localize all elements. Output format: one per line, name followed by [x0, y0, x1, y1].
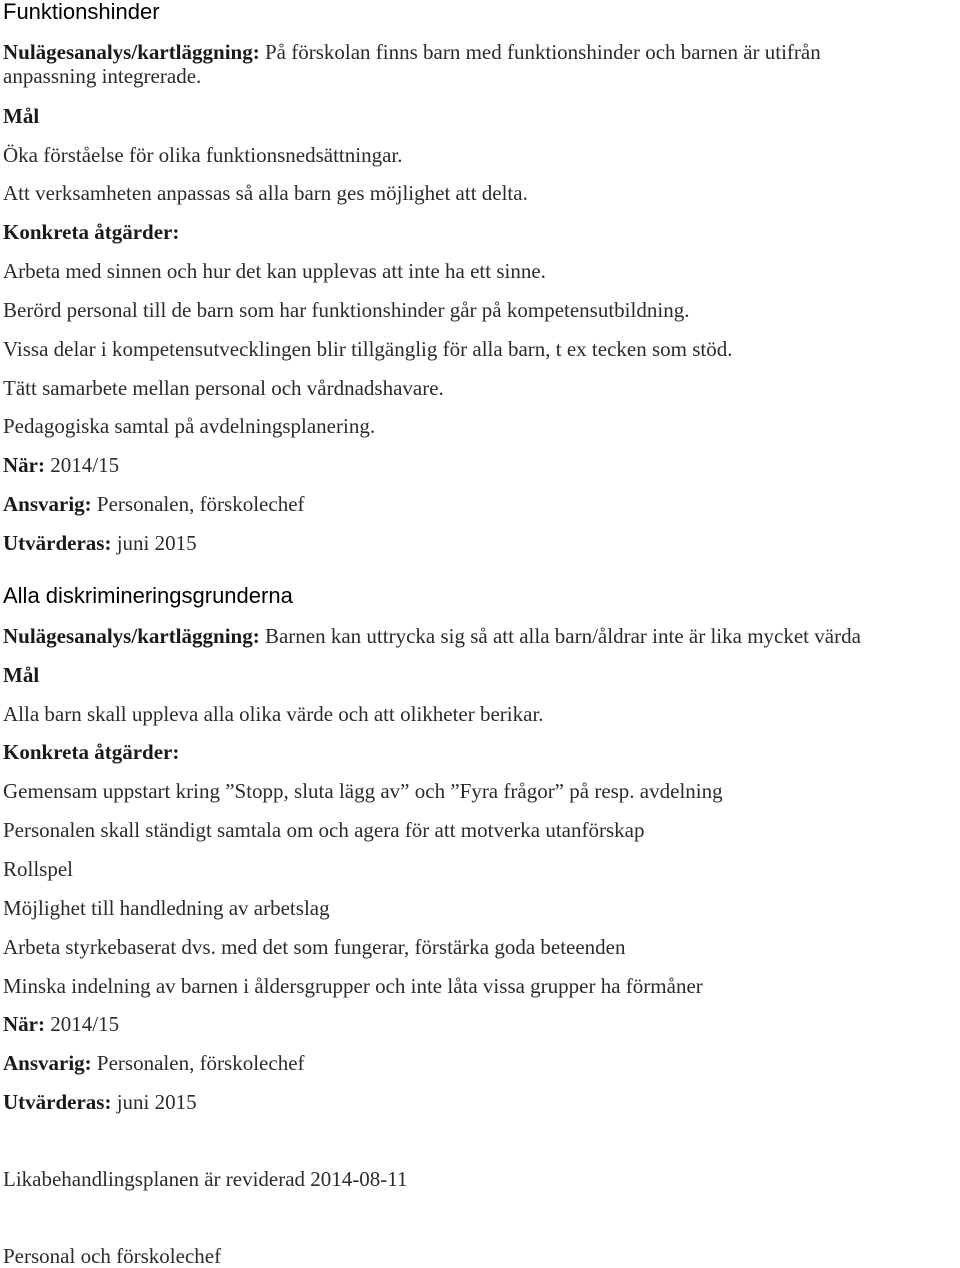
responsible-label: Ansvarig:	[3, 492, 92, 516]
analysis-text-continued: anpassning integrerade.	[3, 64, 202, 88]
actions-label: Konkreta åtgärder:	[3, 740, 180, 764]
analysis-paragraph	[3, 624, 861, 648]
analysis-label: Nulägesanalys/kartläggning:	[3, 40, 260, 64]
evaluated-label: Utvärderas:	[3, 1090, 112, 1114]
analysis-paragraph	[3, 40, 821, 64]
goal-item: Öka förståelse för olika funktionsnedsättningar.	[3, 143, 403, 167]
action-item: Pedagogiska samtal på avdelningsplanering.	[3, 414, 376, 438]
goal-label: Mål	[3, 104, 40, 128]
goal-label: Mål	[3, 663, 40, 687]
when-value: 2014/15	[50, 1012, 120, 1036]
evaluated-row	[3, 531, 197, 555]
when-row	[3, 1012, 119, 1036]
revision-note: Likabehandlingsplanen är reviderad 2014-08-11	[3, 1167, 408, 1191]
action-item: Minska indelning av barnen i åldersgrupper och inte låta vissa grupper ha förmåner	[3, 974, 703, 998]
responsible-row	[3, 1051, 305, 1075]
action-item: Vissa delar i kompetensutvecklingen blir tillgänglig för alla barn, t ex tecken som stöd.	[3, 337, 733, 361]
analysis-text: På förskolan finns barn med funktionshinder och barnen är utifrån	[264, 40, 821, 64]
responsible-row	[3, 492, 305, 516]
when-row	[3, 453, 119, 477]
when-value: 2014/15	[50, 453, 120, 477]
goal-item: Att verksamheten anpassas så alla barn ges möjlighet att delta.	[3, 181, 528, 205]
evaluated-value: juni 2015	[116, 531, 197, 555]
signature-line: Personal och förskolechef	[3, 1244, 222, 1268]
goal-item: Alla barn skall uppleva alla olika värde och att olikheter berikar.	[3, 702, 544, 726]
section-heading-funktionshinder: Funktionshinder	[3, 0, 160, 24]
actions-label: Konkreta åtgärder:	[3, 220, 180, 244]
responsible-value: Personalen, förskolechef	[96, 492, 305, 516]
responsible-label: Ansvarig:	[3, 1051, 92, 1075]
evaluated-label: Utvärderas:	[3, 531, 112, 555]
action-item: Arbeta styrkebaserat dvs. med det som fungerar, förstärka goda beteenden	[3, 935, 626, 959]
evaluated-value: juni 2015	[116, 1090, 197, 1114]
responsible-value: Personalen, förskolechef	[96, 1051, 305, 1075]
action-item: Tätt samarbete mellan personal och vårdnadshavare.	[3, 376, 444, 400]
analysis-label: Nulägesanalys/kartläggning:	[3, 624, 260, 648]
when-label: När:	[3, 1012, 45, 1036]
action-item: Berörd personal till de barn som har funktionshinder går på kompetensutbildning.	[3, 298, 690, 322]
action-item: Gemensam uppstart kring ”Stopp, sluta lägg av” och ”Fyra frågor” på resp. avdelning	[3, 779, 723, 803]
action-item: Rollspel	[3, 857, 74, 881]
analysis-text: Barnen kan uttrycka sig så att alla barn/åldrar inte är lika mycket värda	[264, 624, 861, 648]
action-item: Möjlighet till handledning av arbetslag	[3, 896, 330, 920]
action-item: Arbeta med sinnen och hur det kan upplevas att inte ha ett sinne.	[3, 259, 546, 283]
when-label: När:	[3, 453, 45, 477]
evaluated-row	[3, 1090, 197, 1114]
section-heading-diskrimineringsgrunderna: Alla diskrimineringsgrunderna	[3, 583, 293, 608]
action-item: Personalen skall ständigt samtala om och agera för att motverka utanförskap	[3, 818, 645, 842]
